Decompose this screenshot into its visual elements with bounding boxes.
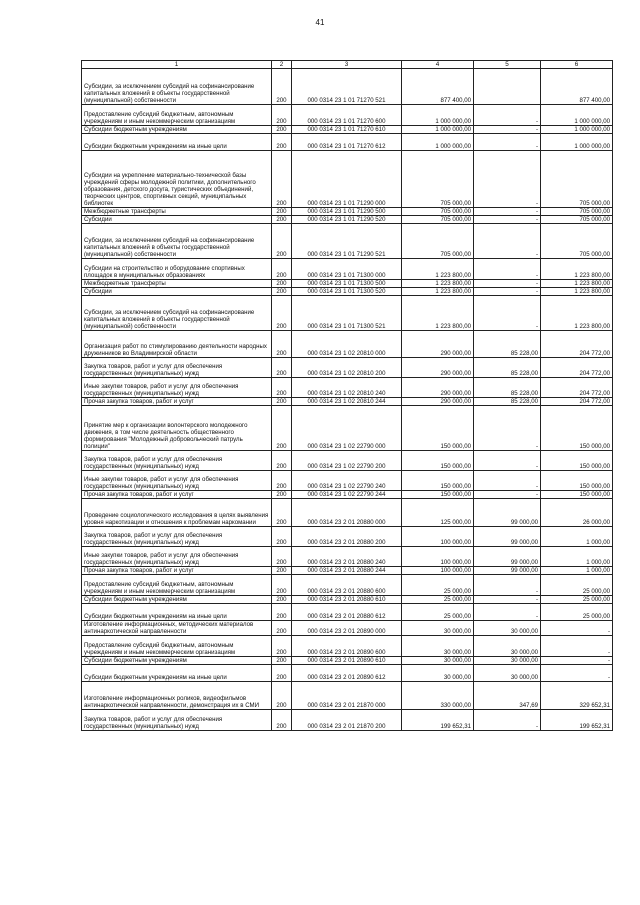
row-name-cell: Субсидии бюджетным учреждениям <box>82 126 272 134</box>
admin-code-cell: 200 <box>272 491 292 499</box>
table-row <box>82 621 613 636</box>
admin-code-cell: 200 <box>272 134 292 151</box>
budget-code-cell: 000 0314 23 2 01 20880 240 <box>292 547 402 567</box>
value-col6-cell: 705 000,00 <box>541 151 613 208</box>
row-name-cell: Иные закупки товаров, работ и услуг для обеспечения государственных (муниципальных) нужд <box>82 471 272 491</box>
value-col6-cell: 25 000,00 <box>541 575 613 596</box>
value-col5-cell: - <box>474 471 541 491</box>
budget-code-cell: 000 0314 23 2 01 21870 000 <box>292 682 402 710</box>
row-name-cell: Прочая закупка товаров, работ и услуг <box>82 567 272 575</box>
value-col6-cell: 1 000 000,00 <box>541 126 613 134</box>
budget-code-cell: 000 0314 23 2 01 20880 000 <box>292 499 402 527</box>
row-name-cell: Закупка товаров, работ и услуг для обеспечения государственных (муниципальных) нужд <box>82 527 272 547</box>
table-row <box>82 471 613 491</box>
table-row <box>82 296 613 331</box>
value-col4-cell: 150 000,00 <box>402 491 474 499</box>
admin-code-cell: 200 <box>272 567 292 575</box>
table-row <box>82 710 613 731</box>
admin-code-cell: 200 <box>272 224 292 259</box>
value-col5-cell: - <box>474 451 541 471</box>
value-col5-cell: - <box>474 406 541 451</box>
value-col6-cell: 1 000,00 <box>541 527 613 547</box>
table-row <box>82 105 613 126</box>
value-col4-cell: 100 000,00 <box>402 547 474 567</box>
row-name-cell: Субсидии <box>82 288 272 296</box>
admin-code-cell: 200 <box>272 596 292 604</box>
table-row <box>82 636 613 657</box>
admin-code-cell: 200 <box>272 331 292 358</box>
table-row <box>82 358 613 378</box>
value-col4-cell: 30 000,00 <box>402 636 474 657</box>
admin-code-cell: 200 <box>272 126 292 134</box>
value-col4-cell: 25 000,00 <box>402 604 474 621</box>
value-col5-cell: - <box>474 288 541 296</box>
value-col5-cell: - <box>474 710 541 731</box>
budget-code-cell: 000 0314 23 2 01 21870 200 <box>292 710 402 731</box>
table-row <box>82 491 613 499</box>
table-row <box>82 288 613 296</box>
table-row <box>82 224 613 259</box>
budget-code-cell: 000 0314 23 2 01 20890 612 <box>292 665 402 682</box>
admin-code-cell: 200 <box>272 682 292 710</box>
value-col4-cell: 290 000,00 <box>402 398 474 406</box>
row-name-cell: Иные закупки товаров, работ и услуг для обеспечения государственных (муниципальных) нужд <box>82 378 272 398</box>
value-col6-cell: 705 000,00 <box>541 224 613 259</box>
table-row <box>82 331 613 358</box>
table-row <box>82 657 613 665</box>
admin-code-cell: 200 <box>272 657 292 665</box>
value-col5-cell: 30 000,00 <box>474 621 541 636</box>
admin-code-cell: 200 <box>272 296 292 331</box>
value-col6-cell: 1 223 800,00 <box>541 296 613 331</box>
value-col4-cell: 1 000 000,00 <box>402 134 474 151</box>
budget-code-cell: 000 0314 23 2 01 20880 600 <box>292 575 402 596</box>
value-col5-cell: - <box>474 296 541 331</box>
value-col4-cell: 150 000,00 <box>402 451 474 471</box>
value-col4-cell: 25 000,00 <box>402 575 474 596</box>
row-name-cell: Закупка товаров, работ и услуг для обеспечения государственных (муниципальных) нужд <box>82 358 272 378</box>
value-col4-cell: 1 000 000,00 <box>402 105 474 126</box>
value-col5-cell <box>474 69 541 105</box>
table-row <box>82 280 613 288</box>
value-col6-cell: 1 223 800,00 <box>541 280 613 288</box>
budget-code-cell: 000 0314 23 1 02 22790 244 <box>292 491 402 499</box>
value-col5-cell: - <box>474 575 541 596</box>
budget-code-cell: 000 0314 23 1 01 71300 520 <box>292 288 402 296</box>
admin-code-cell: 200 <box>272 105 292 126</box>
budget-code-cell: 000 0314 23 1 01 71300 521 <box>292 296 402 331</box>
table-row <box>82 151 613 208</box>
budget-code-cell: 000 0314 23 1 01 71290 500 <box>292 208 402 216</box>
value-col5-cell: 99 000,00 <box>474 499 541 527</box>
value-col4-cell: 705 000,00 <box>402 224 474 259</box>
value-col4-cell: 1 223 800,00 <box>402 296 474 331</box>
row-name-cell: Закупка товаров, работ и услуг для обеспечения государственных (муниципальных) нужд <box>82 710 272 731</box>
value-col6-cell: 26 000,00 <box>541 499 613 527</box>
value-col6-cell: 1 000 000,00 <box>541 134 613 151</box>
value-col5-cell: - <box>474 604 541 621</box>
value-col6-cell: 1 000,00 <box>541 567 613 575</box>
value-col6-cell: 1 000,00 <box>541 547 613 567</box>
row-name-cell: Принятие мер к организации волонтерского молодежного движения, в том числе деятельность общественного формирования "Молодежный добровольческий патруль полиции" <box>82 406 272 451</box>
column-header: 4 <box>402 61 474 69</box>
table-row <box>82 682 613 710</box>
admin-code-cell: 200 <box>272 378 292 398</box>
value-col5-cell: - <box>474 208 541 216</box>
column-header: 5 <box>474 61 541 69</box>
value-col5-cell: 347,69 <box>474 682 541 710</box>
value-col5-cell: - <box>474 224 541 259</box>
value-col5-cell: 30 000,00 <box>474 665 541 682</box>
value-col5-cell: 30 000,00 <box>474 636 541 657</box>
value-col4-cell: 705 000,00 <box>402 216 474 224</box>
admin-code-cell: 200 <box>272 288 292 296</box>
budget-code-cell: 000 0314 23 1 01 71300 000 <box>292 259 402 280</box>
admin-code-cell: 200 <box>272 280 292 288</box>
value-col4-cell: 330 000,00 <box>402 682 474 710</box>
value-col6-cell: 150 000,00 <box>541 491 613 499</box>
row-name-cell: Предоставление субсидий бюджетным, автономным учреждениям и иным некоммерческим организациям <box>82 575 272 596</box>
value-col4-cell: 30 000,00 <box>402 665 474 682</box>
table-row <box>82 126 613 134</box>
budget-code-cell: 000 0314 23 1 02 20810 240 <box>292 378 402 398</box>
row-name-cell: Прочая закупка товаров, работ и услуг <box>82 398 272 406</box>
value-col4-cell: 290 000,00 <box>402 331 474 358</box>
row-name-cell: Организация работ по стимулированию деятельности народных дружинников во Владимирской области <box>82 331 272 358</box>
table-row <box>82 69 613 105</box>
value-col6-cell: 1 000 000,00 <box>541 105 613 126</box>
admin-code-cell: 200 <box>272 636 292 657</box>
value-col6-cell: 25 000,00 <box>541 604 613 621</box>
budget-code-cell: 000 0314 23 2 01 20890 610 <box>292 657 402 665</box>
admin-code-cell: 200 <box>272 499 292 527</box>
value-col6-cell: 25 000,00 <box>541 596 613 604</box>
row-name-cell: Субсидии бюджетным учреждениям <box>82 657 272 665</box>
value-col6-cell: 150 000,00 <box>541 471 613 491</box>
value-col5-cell: - <box>474 596 541 604</box>
value-col5-cell: 99 000,00 <box>474 567 541 575</box>
value-col6-cell: 204 772,00 <box>541 331 613 358</box>
value-col6-cell: 150 000,00 <box>541 451 613 471</box>
value-col6-cell: 199 652,31 <box>541 710 613 731</box>
value-col4-cell: 877 400,00 <box>402 69 474 105</box>
value-col4-cell: 1 223 800,00 <box>402 280 474 288</box>
budget-code-cell: 000 0314 23 2 01 20880 200 <box>292 527 402 547</box>
table-row <box>82 451 613 471</box>
row-name-cell: Субсидии, за исключением субсидий на софинансирование капитальных вложений в объекты государственной (муниципальной) собственности <box>82 296 272 331</box>
admin-code-cell: 200 <box>272 259 292 280</box>
admin-code-cell: 200 <box>272 547 292 567</box>
value-col6-cell: 1 223 800,00 <box>541 288 613 296</box>
admin-code-cell: 200 <box>272 358 292 378</box>
value-col4-cell: 30 000,00 <box>402 621 474 636</box>
value-col6-cell: - <box>541 665 613 682</box>
budget-code-cell: 000 0314 23 1 02 22790 240 <box>292 471 402 491</box>
table-row <box>82 575 613 596</box>
column-header: 6 <box>541 61 613 69</box>
value-col6-cell: 329 652,31 <box>541 682 613 710</box>
row-name-cell: Иные закупки товаров, работ и услуг для обеспечения государственных (муниципальных) нужд <box>82 547 272 567</box>
row-name-cell: Межбюджетные трансферты <box>82 208 272 216</box>
admin-code-cell: 200 <box>272 665 292 682</box>
row-name-cell: Прочая закупка товаров, работ и услуг <box>82 491 272 499</box>
table-row <box>82 216 613 224</box>
table-row <box>82 398 613 406</box>
value-col4-cell: 1 223 800,00 <box>402 259 474 280</box>
row-name-cell: Субсидии бюджетным учреждениям на иные цели <box>82 665 272 682</box>
value-col6-cell: - <box>541 657 613 665</box>
table-row <box>82 208 613 216</box>
table-row <box>82 527 613 547</box>
row-name-cell: Субсидии <box>82 216 272 224</box>
admin-code-cell: 200 <box>272 621 292 636</box>
value-col6-cell: 204 772,00 <box>541 398 613 406</box>
table-row <box>82 567 613 575</box>
budget-code-cell: 000 0314 23 1 01 71290 520 <box>292 216 402 224</box>
table-row <box>82 259 613 280</box>
value-col5-cell: - <box>474 259 541 280</box>
row-name-cell: Проведение социологического исследования в целях выявления уровня наркотизации и отношения к проблемам наркомании <box>82 499 272 527</box>
value-col5-cell: - <box>474 280 541 288</box>
value-col4-cell: 290 000,00 <box>402 358 474 378</box>
table-header-row <box>82 61 613 69</box>
admin-code-cell: 200 <box>272 208 292 216</box>
value-col5-cell: 99 000,00 <box>474 547 541 567</box>
budget-code-cell: 000 0314 23 2 01 20890 600 <box>292 636 402 657</box>
value-col5-cell: - <box>474 216 541 224</box>
value-col6-cell: 204 772,00 <box>541 378 613 398</box>
budget-code-cell: 000 0314 23 1 01 71290 521 <box>292 224 402 259</box>
admin-code-cell: 200 <box>272 710 292 731</box>
row-name-cell: Межбюджетные трансферты <box>82 280 272 288</box>
budget-code-cell: 000 0314 23 1 01 71270 610 <box>292 126 402 134</box>
budget-code-cell: 000 0314 23 1 02 20810 000 <box>292 331 402 358</box>
row-name-cell: Предоставление субсидий бюджетным, автономным учреждениям и иным некоммерческим организациям <box>82 105 272 126</box>
value-col4-cell: 1 000 000,00 <box>402 126 474 134</box>
value-col6-cell: 705 000,00 <box>541 208 613 216</box>
value-col4-cell: 150 000,00 <box>402 471 474 491</box>
value-col6-cell: 877 400,00 <box>541 69 613 105</box>
row-name-cell: Изготовление информационных, методических материалов антинаркотической направленности <box>82 621 272 636</box>
row-name-cell: Предоставление субсидий бюджетным, автономным учреждениям и иным некоммерческим организациям <box>82 636 272 657</box>
budget-table-body <box>82 61 613 731</box>
value-col6-cell: - <box>541 636 613 657</box>
admin-code-cell: 200 <box>272 216 292 224</box>
value-col5-cell: - <box>474 134 541 151</box>
table-row <box>82 134 613 151</box>
budget-code-cell: 000 0314 23 2 01 20880 610 <box>292 596 402 604</box>
row-name-cell: Субсидии бюджетным учреждениям на иные цели <box>82 604 272 621</box>
budget-code-cell: 000 0314 23 1 01 71270 521 <box>292 69 402 105</box>
budget-code-cell: 000 0314 23 1 02 20810 244 <box>292 398 402 406</box>
budget-code-cell: 000 0314 23 1 02 22790 200 <box>292 451 402 471</box>
value-col4-cell: 25 000,00 <box>402 596 474 604</box>
admin-code-cell: 200 <box>272 69 292 105</box>
value-col5-cell: - <box>474 151 541 208</box>
budget-code-cell: 000 0314 23 2 01 20880 612 <box>292 604 402 621</box>
row-name-cell: Закупка товаров, работ и услуг для обеспечения государственных (муниципальных) нужд <box>82 451 272 471</box>
row-name-cell: Субсидии бюджетным учреждениям на иные цели <box>82 134 272 151</box>
admin-code-cell: 200 <box>272 604 292 621</box>
table-row <box>82 665 613 682</box>
value-col6-cell: 1 223 800,00 <box>541 259 613 280</box>
value-col4-cell: 199 652,31 <box>402 710 474 731</box>
budget-code-cell: 000 0314 23 1 01 71300 500 <box>292 280 402 288</box>
value-col4-cell: 290 000,00 <box>402 378 474 398</box>
column-header: 3 <box>292 61 402 69</box>
value-col5-cell: - <box>474 126 541 134</box>
admin-code-cell: 200 <box>272 398 292 406</box>
budget-table <box>81 60 613 731</box>
value-col6-cell: 150 000,00 <box>541 406 613 451</box>
value-col5-cell: - <box>474 491 541 499</box>
value-col5-cell: 85 228,00 <box>474 358 541 378</box>
column-header: 2 <box>272 61 292 69</box>
value-col4-cell: 1 223 800,00 <box>402 288 474 296</box>
table-row <box>82 378 613 398</box>
budget-code-cell: 000 0314 23 2 01 20890 000 <box>292 621 402 636</box>
admin-code-cell: 200 <box>272 575 292 596</box>
value-col5-cell: 85 228,00 <box>474 331 541 358</box>
value-col5-cell: - <box>474 105 541 126</box>
table-row <box>82 499 613 527</box>
admin-code-cell: 200 <box>272 406 292 451</box>
budget-code-cell: 000 0314 23 1 01 71270 600 <box>292 105 402 126</box>
row-name-cell: Субсидии, за исключением субсидий на софинансирование капитальных вложений в объекты государственной (муниципальной) собственности <box>82 69 272 105</box>
table-row <box>82 406 613 451</box>
row-name-cell: Субсидии на строительство и оборудование спортивных площадок в муниципальных образованиях <box>82 259 272 280</box>
value-col4-cell: 100 000,00 <box>402 527 474 547</box>
value-col4-cell: 30 000,00 <box>402 657 474 665</box>
value-col4-cell: 705 000,00 <box>402 208 474 216</box>
value-col5-cell: 85 228,00 <box>474 378 541 398</box>
admin-code-cell: 200 <box>272 151 292 208</box>
value-col5-cell: 85 228,00 <box>474 398 541 406</box>
admin-code-cell: 200 <box>272 527 292 547</box>
value-col6-cell: 204 772,00 <box>541 358 613 378</box>
value-col5-cell: 99 000,00 <box>474 527 541 547</box>
admin-code-cell: 200 <box>272 471 292 491</box>
table-row <box>82 596 613 604</box>
value-col4-cell: 100 000,00 <box>402 567 474 575</box>
table-row <box>82 604 613 621</box>
value-col4-cell: 705 000,00 <box>402 151 474 208</box>
value-col6-cell: 705 000,00 <box>541 216 613 224</box>
row-name-cell: Субсидии бюджетным учреждениям <box>82 596 272 604</box>
budget-code-cell: 000 0314 23 1 01 71270 612 <box>292 134 402 151</box>
row-name-cell: Субсидии на укрепление материально-технической базы учреждений сферы молодежной политики, дополнительного образования, детского досуга, туристических объединений, творческих центров, спортивных секций, муниципальных библиотек <box>82 151 272 208</box>
value-col4-cell: 125 000,00 <box>402 499 474 527</box>
row-name-cell: Субсидии, за исключением субсидий на софинансирование капитальных вложений в объекты государственной (муниципальной) собственности <box>82 224 272 259</box>
table-row <box>82 547 613 567</box>
budget-code-cell: 000 0314 23 1 02 22790 000 <box>292 406 402 451</box>
value-col4-cell: 150 000,00 <box>402 406 474 451</box>
row-name-cell: Изготовление информационных роликов, видеофильмов антинаркотической направленности, демонстрация их в СМИ <box>82 682 272 710</box>
budget-code-cell: 000 0314 23 1 02 20810 200 <box>292 358 402 378</box>
budget-code-cell: 000 0314 23 1 01 71290 000 <box>292 151 402 208</box>
value-col6-cell: - <box>541 621 613 636</box>
value-col5-cell: 30 000,00 <box>474 657 541 665</box>
column-header: 1 <box>82 61 272 69</box>
budget-code-cell: 000 0314 23 2 01 20880 244 <box>292 567 402 575</box>
page-number: 41 <box>315 18 325 27</box>
admin-code-cell: 200 <box>272 451 292 471</box>
